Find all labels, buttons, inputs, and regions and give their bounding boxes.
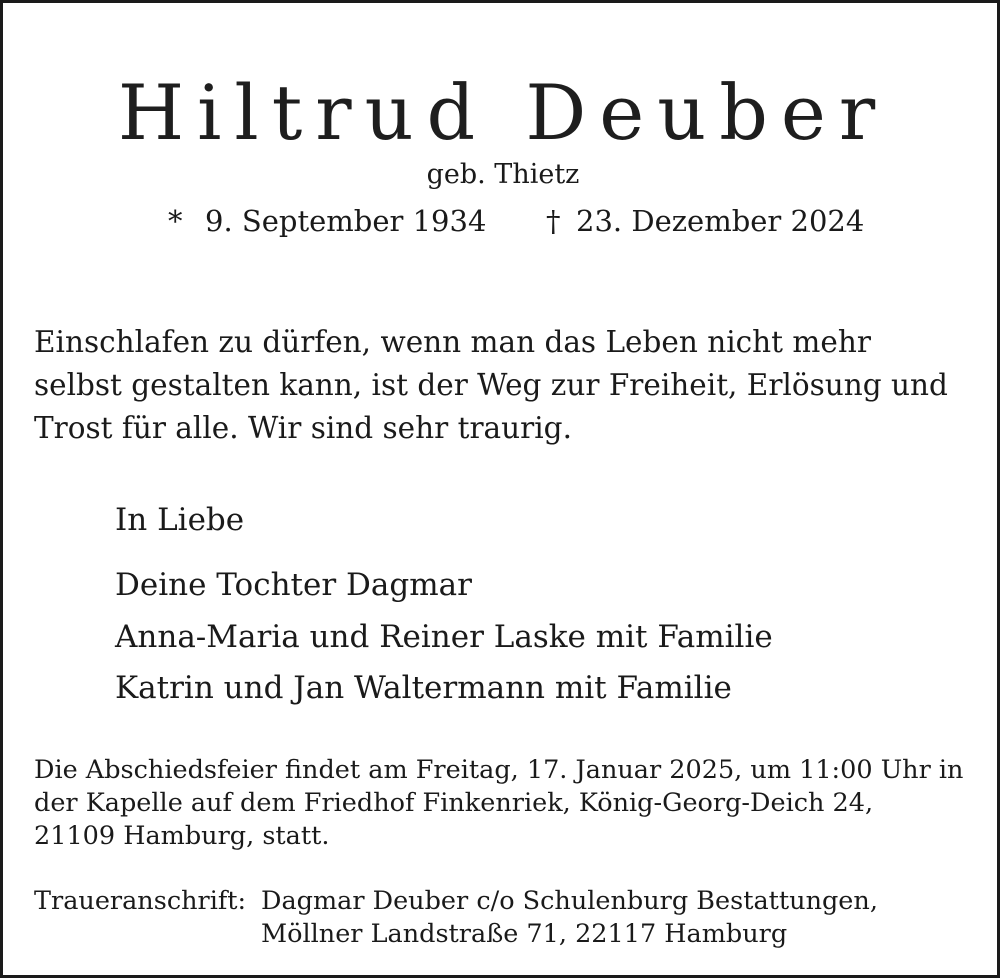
mourner-entry: Deine Tochter Dagmar xyxy=(115,567,472,603)
address-line-1: Dagmar Deuber c/o Schulenburg Bestattungen, xyxy=(261,886,878,916)
birth-name: geb. Thietz xyxy=(426,159,580,190)
family-intro: In Liebe xyxy=(115,502,245,538)
death-date: 23. Dezember 2024 xyxy=(576,204,865,238)
birth-date: 9. September 1934 xyxy=(205,204,487,238)
death-cross-icon: † xyxy=(546,204,561,238)
memorial-quote xyxy=(34,321,984,450)
address-line-2: Möllner Landstraße 71, 22117 Hamburg xyxy=(261,919,788,949)
ceremony-line: 21109 Hamburg, statt. xyxy=(34,821,330,851)
mourner-entry: Anna-Maria und Reiner Laske mit Familie xyxy=(115,618,773,655)
quote-line: selbst gestalten kann, ist der Weg zur Freiheit, Erlösung und xyxy=(34,368,948,402)
quote-line: Einschlafen zu dürfen, wenn man das Leben nicht mehr xyxy=(34,325,871,359)
deceased-name: Hiltrud Deuber xyxy=(117,68,889,157)
birth-star-icon: * xyxy=(168,204,183,238)
address-label: Traueranschrift: xyxy=(34,886,247,916)
ceremony-line: Die Abschiedsfeier findet am Freitag, 17. Januar 2025, um 11:00 Uhr in xyxy=(34,755,964,785)
ceremony-info xyxy=(34,754,994,853)
mourner-entry: Katrin und Jan Waltermann mit Familie xyxy=(115,670,732,706)
mourners-list xyxy=(115,560,773,715)
quote-line: Trost für alle. Wir sind sehr traurig. xyxy=(34,411,572,445)
ceremony-line: der Kapelle auf dem Friedhof Finkenriek, König-Georg-Deich 24, xyxy=(34,788,874,818)
